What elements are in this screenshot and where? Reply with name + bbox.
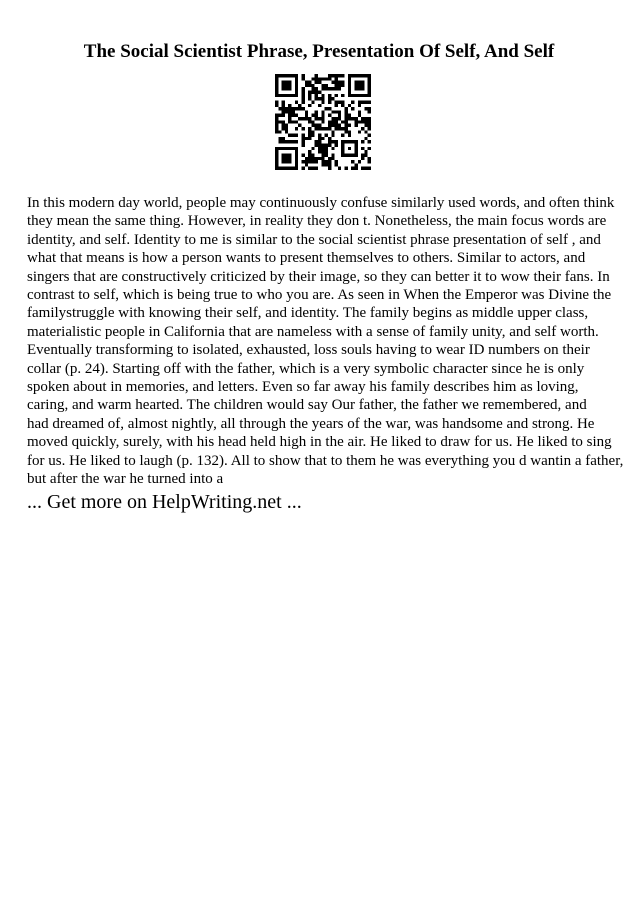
body-line: caring, and warm hearted. The children would say Our father, the father we remembered, and (27, 397, 587, 414)
body-line: Eventually transforming to isolated, exhausted, loss souls having to wear ID numbers on their (27, 342, 590, 359)
body-line: In this modern day world, people may continuously confuse similarly used words, and often think (27, 195, 615, 211)
body-line: materialistic people in California that are nameless with a sense of family unity, and self worth. (27, 323, 599, 340)
qr-code-icon (275, 74, 371, 170)
body-line: spoken about in memories, and letters. Even so far away his family describes him as loving, (27, 379, 579, 396)
body-line: familystruggle with knowing their self, and identity. The family begins as middle upper class, (27, 305, 589, 322)
body-line: moved quickly, surely, with his head held high in the air. He liked to draw for us. He liked to sing (27, 434, 612, 451)
body-line: for us. He liked to laugh (p. 132). All to show that to them he was everything you d wantin a father, (27, 452, 624, 469)
body-line: what that means is how a person wants to present themselves to others. Similar to actors, and (27, 250, 586, 267)
body-line: collar (p. 24). Starting off with the father, which is a very symbolic character since he is only (27, 360, 585, 377)
body-line: identity, and self. Identity to me is similar to the social scientist phrase presentation of self , and (27, 231, 601, 248)
body-paragraph (27, 194, 624, 489)
document-title: The Social Scientist Phrase, Presentation Of Self, And Self (83, 41, 555, 62)
get-more-link[interactable]: ... Get more on HelpWriting.net ... (27, 491, 302, 513)
body-line: they mean the same thing. However, in reality they don t. Nonetheless, the main focus words are (27, 213, 607, 230)
body-line: singers that are constructively criticized by their image, so they can better it to wow their fans. In (27, 268, 610, 285)
body-line: had dreamed of, almost nightly, all through the years of the war, was handsome and strong. He (27, 415, 595, 432)
body-line: but after the war he turned into a (27, 471, 224, 488)
body-line: contrast to self, which is being true to who you are. As seen in When the Emperor was Divine the (27, 287, 612, 304)
